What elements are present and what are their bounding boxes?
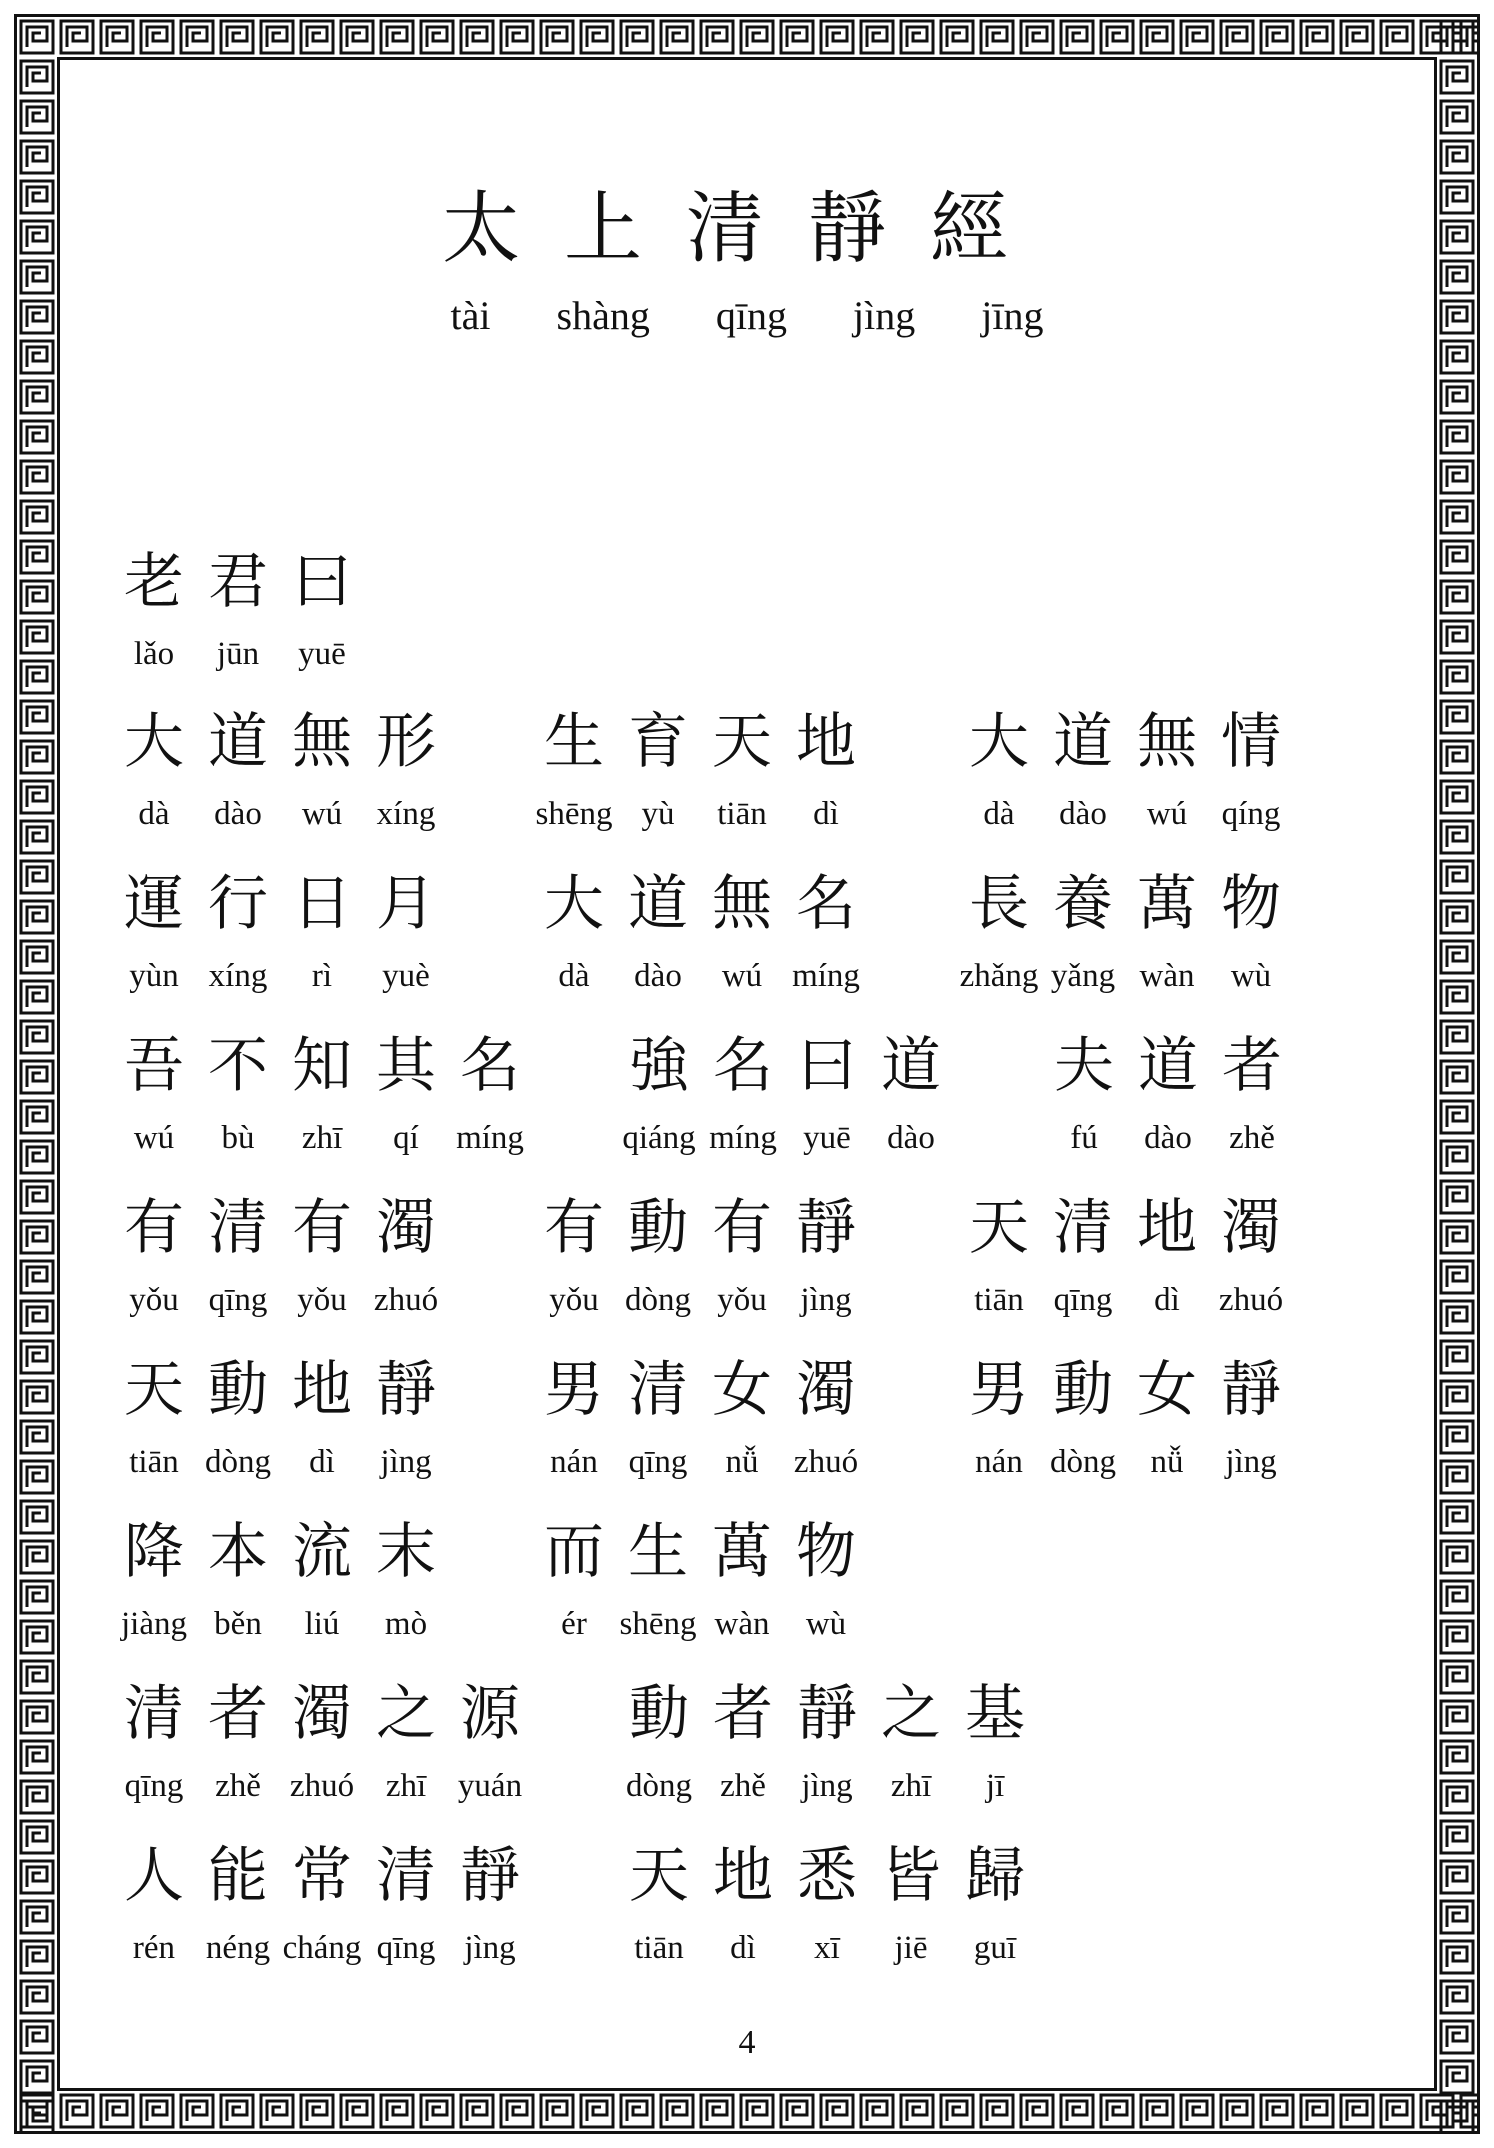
pinyin-syllable: yǒu xyxy=(549,1282,599,1318)
hanzi-character: 清 xyxy=(1053,1193,1113,1263)
pinyin-syllable: jūn xyxy=(216,636,260,672)
hanzi-character: 有 xyxy=(124,1193,184,1263)
pinyin-syllable: jìng xyxy=(801,1768,853,1804)
hanzi-character: 濁 xyxy=(1221,1193,1281,1263)
pinyin-line xyxy=(112,1276,1372,1336)
pinyin-syllable: yǒu xyxy=(129,1282,179,1318)
hanzi-character: 不 xyxy=(208,1031,268,1101)
hanzi-line xyxy=(112,540,1372,630)
pinyin-syllable: dào xyxy=(887,1120,935,1156)
pinyin-syllable: jìng xyxy=(1225,1444,1277,1480)
hanzi-character: 名 xyxy=(796,869,856,939)
hanzi-character: 而 xyxy=(544,1517,604,1587)
hanzi-character: 常 xyxy=(292,1841,352,1911)
pinyin-line xyxy=(112,630,1372,690)
pinyin-syllable: nǚ xyxy=(1150,1444,1184,1480)
pinyin-syllable: shēng xyxy=(619,1606,697,1642)
pinyin-phrase xyxy=(957,1276,1293,1336)
pinyin-syllable: míng xyxy=(709,1120,777,1156)
pinyin-syllable: dà xyxy=(558,958,590,994)
pinyin-syllable: shēng xyxy=(535,796,613,832)
pinyin-phrase xyxy=(532,1600,868,1660)
pinyin-syllable: nǚ xyxy=(725,1444,759,1480)
pinyin-phrase xyxy=(112,1276,448,1336)
pinyin-syllable: nán xyxy=(975,1444,1023,1480)
hanzi-character: 靜 xyxy=(796,1193,856,1263)
hanzi-line xyxy=(112,862,1372,952)
pinyin-syllable: wú xyxy=(133,1120,175,1156)
hanzi-character: 歸 xyxy=(965,1841,1025,1911)
pinyin-line xyxy=(112,1924,1372,1984)
pinyin-syllable: liú xyxy=(304,1606,340,1642)
pinyin-phrase xyxy=(112,630,364,690)
hanzi-character: 靜 xyxy=(376,1355,436,1425)
pinyin-syllable: zhě xyxy=(1229,1120,1275,1156)
hanzi-phrase xyxy=(532,1348,868,1438)
pinyin-syllable: nán xyxy=(550,1444,598,1480)
pinyin-syllable: qīng xyxy=(376,1930,436,1966)
pinyin-line xyxy=(112,952,1372,1012)
pinyin-phrase xyxy=(532,790,868,850)
pinyin-phrase xyxy=(112,1762,532,1822)
hanzi-character: 其 xyxy=(376,1031,436,1101)
hanzi-phrase xyxy=(532,1186,868,1276)
hanzi-character: 天 xyxy=(124,1355,184,1425)
pinyin-syllable: zhuó xyxy=(1218,1282,1284,1318)
hanzi-line xyxy=(112,1672,1372,1762)
hanzi-character: 靜 xyxy=(460,1841,520,1911)
pinyin-syllable: jī xyxy=(985,1768,1005,1804)
pinyin-syllable: jiàng xyxy=(121,1606,187,1642)
pinyin-syllable: mò xyxy=(384,1606,428,1642)
title-pinyin-syllable: jīng xyxy=(981,293,1044,338)
pinyin-phrase xyxy=(112,1438,448,1498)
verse-line xyxy=(112,540,1372,690)
pinyin-syllable: tiān xyxy=(634,1930,684,1966)
scripture-title: 太上清靜經 xyxy=(441,184,1052,274)
pinyin-syllable: yuē xyxy=(298,636,346,672)
pinyin-syllable: zhě xyxy=(215,1768,261,1804)
hanzi-character: 養 xyxy=(1053,869,1113,939)
pinyin-phrase xyxy=(1042,1114,1294,1174)
greek-key-border-bottom xyxy=(17,2091,1477,2131)
pinyin-syllable: yù xyxy=(641,796,675,832)
greek-key-border-top xyxy=(17,17,1477,57)
pinyin-syllable: tiān xyxy=(974,1282,1024,1318)
pinyin-syllable: jìng xyxy=(464,1930,516,1966)
hanzi-character: 靜 xyxy=(797,1679,857,1749)
hanzi-character: 男 xyxy=(544,1355,604,1425)
hanzi-phrase xyxy=(112,1510,448,1600)
pinyin-syllable: dì xyxy=(1154,1282,1180,1318)
title-pinyin-syllable: tài xyxy=(450,293,491,338)
hanzi-phrase xyxy=(617,1672,1037,1762)
hanzi-character: 能 xyxy=(208,1841,268,1911)
hanzi-character: 地 xyxy=(713,1841,773,1911)
hanzi-character: 地 xyxy=(292,1355,352,1425)
hanzi-character: 名 xyxy=(460,1031,520,1101)
hanzi-character: 無 xyxy=(292,707,352,777)
hanzi-character: 曰 xyxy=(292,547,352,617)
hanzi-character: 悉 xyxy=(797,1841,857,1911)
hanzi-character: 日 xyxy=(292,869,352,939)
hanzi-line xyxy=(112,1186,1372,1276)
hanzi-character: 曰 xyxy=(797,1031,857,1101)
pinyin-syllable: yǒu xyxy=(297,1282,347,1318)
hanzi-character: 動 xyxy=(629,1679,689,1749)
pinyin-phrase xyxy=(617,1762,1037,1822)
hanzi-character: 月 xyxy=(376,869,436,939)
pinyin-syllable: yǎng xyxy=(1050,958,1116,994)
hanzi-phrase xyxy=(617,1024,953,1114)
pinyin-syllable: míng xyxy=(792,958,860,994)
hanzi-character: 情 xyxy=(1221,707,1281,777)
pinyin-phrase xyxy=(112,952,448,1012)
hanzi-character: 地 xyxy=(1137,1193,1197,1263)
pinyin-syllable: dòng xyxy=(205,1444,271,1480)
hanzi-character: 大 xyxy=(124,707,184,777)
pinyin-syllable: yuán xyxy=(457,1768,523,1804)
pinyin-syllable: jìng xyxy=(380,1444,432,1480)
verse-line xyxy=(112,1510,1372,1660)
hanzi-character: 有 xyxy=(292,1193,352,1263)
verse-line xyxy=(112,1672,1372,1822)
pinyin-syllable: xíng xyxy=(376,796,436,832)
pinyin-syllable: néng xyxy=(205,1930,271,1966)
hanzi-character: 道 xyxy=(881,1031,941,1101)
hanzi-character: 道 xyxy=(1138,1031,1198,1101)
pinyin-syllable: dòng xyxy=(1050,1444,1116,1480)
hanzi-character: 清 xyxy=(376,1841,436,1911)
hanzi-character: 生 xyxy=(628,1517,688,1587)
pinyin-syllable: qīng xyxy=(1053,1282,1113,1318)
pinyin-syllable: qíng xyxy=(1221,796,1281,832)
hanzi-phrase xyxy=(957,1348,1293,1438)
pinyin-line xyxy=(112,1600,1372,1660)
pinyin-syllable: wàn xyxy=(1139,958,1195,994)
verse-line xyxy=(112,1024,1372,1174)
hanzi-character: 大 xyxy=(969,707,1029,777)
title-pinyin-syllable: jìng xyxy=(852,293,916,338)
hanzi-character: 知 xyxy=(292,1031,352,1101)
hanzi-character: 道 xyxy=(628,869,688,939)
hanzi-character: 萬 xyxy=(712,1517,772,1587)
pinyin-syllable: qí xyxy=(393,1120,419,1156)
hanzi-phrase xyxy=(112,1186,448,1276)
hanzi-character: 男 xyxy=(969,1355,1029,1425)
pinyin-syllable: běn xyxy=(214,1606,262,1642)
pinyin-phrase xyxy=(957,952,1293,1012)
hanzi-line xyxy=(112,1024,1372,1114)
pinyin-syllable: jiē xyxy=(894,1930,928,1966)
hanzi-character: 女 xyxy=(1137,1355,1197,1425)
hanzi-character: 濁 xyxy=(376,1193,436,1263)
hanzi-character: 之 xyxy=(881,1679,941,1749)
pinyin-syllable: zhě xyxy=(720,1768,766,1804)
pinyin-syllable: wàn xyxy=(714,1606,770,1642)
hanzi-character: 無 xyxy=(1137,707,1197,777)
pinyin-syllable: dòng xyxy=(626,1768,692,1804)
pinyin-phrase xyxy=(112,1600,448,1660)
hanzi-character: 皆 xyxy=(881,1841,941,1911)
pinyin-syllable: qīng xyxy=(628,1444,688,1480)
hanzi-phrase xyxy=(112,862,448,952)
hanzi-character: 物 xyxy=(1221,869,1281,939)
hanzi-character: 女 xyxy=(712,1355,772,1425)
pinyin-line xyxy=(112,790,1372,850)
hanzi-phrase xyxy=(112,1348,448,1438)
hanzi-character: 道 xyxy=(1053,707,1113,777)
pinyin-syllable: yuè xyxy=(382,958,430,994)
pinyin-syllable: zhuó xyxy=(373,1282,439,1318)
hanzi-character: 行 xyxy=(208,869,268,939)
title-pinyin-syllable: qīng xyxy=(715,293,787,338)
hanzi-phrase xyxy=(112,540,364,630)
hanzi-character: 有 xyxy=(712,1193,772,1263)
hanzi-character: 天 xyxy=(712,707,772,777)
pinyin-syllable: yùn xyxy=(129,958,179,994)
hanzi-character: 之 xyxy=(376,1679,436,1749)
pinyin-syllable: dào xyxy=(634,958,682,994)
pinyin-syllable: dà xyxy=(983,796,1015,832)
hanzi-phrase xyxy=(957,1186,1293,1276)
pinyin-syllable: xíng xyxy=(208,958,268,994)
hanzi-character: 強 xyxy=(629,1031,689,1101)
pinyin-syllable: qīng xyxy=(208,1282,268,1318)
pinyin-syllable: dà xyxy=(138,796,170,832)
hanzi-character: 大 xyxy=(544,869,604,939)
hanzi-character: 動 xyxy=(628,1193,688,1263)
pinyin-syllable: jìng xyxy=(800,1282,852,1318)
hanzi-character: 濁 xyxy=(292,1679,352,1749)
hanzi-character: 長 xyxy=(969,869,1029,939)
hanzi-phrase xyxy=(532,1510,868,1600)
pinyin-syllable: lǎo xyxy=(133,636,175,672)
verse-line xyxy=(112,1834,1372,1984)
pinyin-phrase xyxy=(532,1438,868,1498)
pinyin-syllable: wú xyxy=(1146,796,1188,832)
hanzi-phrase xyxy=(1042,1024,1294,1114)
pinyin-syllable: zhī xyxy=(385,1768,427,1804)
hanzi-phrase xyxy=(112,1834,532,1924)
hanzi-character: 清 xyxy=(208,1193,268,1263)
hanzi-character: 生 xyxy=(544,707,604,777)
hanzi-character: 夫 xyxy=(1054,1031,1114,1101)
hanzi-phrase xyxy=(112,1672,532,1762)
pinyin-syllable: yuē xyxy=(803,1120,851,1156)
hanzi-phrase xyxy=(532,700,868,790)
hanzi-character: 物 xyxy=(796,1517,856,1587)
pinyin-syllable: bù xyxy=(221,1120,255,1156)
pinyin-phrase xyxy=(532,952,868,1012)
verse-line xyxy=(112,700,1372,850)
hanzi-character: 流 xyxy=(292,1517,352,1587)
pinyin-syllable: míng xyxy=(456,1120,524,1156)
hanzi-character: 靜 xyxy=(1221,1355,1281,1425)
pinyin-phrase xyxy=(617,1924,1037,1984)
hanzi-character: 動 xyxy=(1053,1355,1113,1425)
hanzi-character: 本 xyxy=(208,1517,268,1587)
hanzi-character: 萬 xyxy=(1137,869,1197,939)
hanzi-character: 者 xyxy=(1222,1031,1282,1101)
pinyin-syllable: qiáng xyxy=(622,1120,696,1156)
hanzi-phrase xyxy=(532,862,868,952)
hanzi-character: 吾 xyxy=(124,1031,184,1101)
pinyin-syllable: zhī xyxy=(890,1768,932,1804)
hanzi-character: 末 xyxy=(376,1517,436,1587)
pinyin-syllable: dì xyxy=(813,796,839,832)
pinyin-syllable: zhī xyxy=(301,1120,343,1156)
hanzi-character: 天 xyxy=(969,1193,1029,1263)
verse-line xyxy=(112,1186,1372,1336)
hanzi-character: 地 xyxy=(796,707,856,777)
hanzi-line xyxy=(112,1348,1372,1438)
title-pinyin-syllable: shàng xyxy=(556,293,650,338)
hanzi-phrase xyxy=(957,700,1293,790)
hanzi-character: 降 xyxy=(124,1517,184,1587)
pinyin-line xyxy=(112,1438,1372,1498)
pinyin-syllable: ér xyxy=(561,1606,587,1642)
pinyin-phrase xyxy=(112,1114,532,1174)
hanzi-character: 運 xyxy=(124,869,184,939)
pinyin-syllable: fú xyxy=(1070,1120,1098,1156)
hanzi-phrase xyxy=(617,1834,1037,1924)
pinyin-syllable: dì xyxy=(309,1444,335,1480)
hanzi-character: 者 xyxy=(713,1679,773,1749)
hanzi-character: 形 xyxy=(376,707,436,777)
pinyin-syllable: yǒu xyxy=(717,1282,767,1318)
scripture-title-pinyin xyxy=(0,292,1494,339)
pinyin-syllable: dì xyxy=(730,1930,756,1966)
pinyin-syllable: xī xyxy=(814,1930,840,1966)
hanzi-character: 清 xyxy=(124,1679,184,1749)
hanzi-character: 基 xyxy=(965,1679,1025,1749)
pinyin-syllable: dào xyxy=(1059,796,1107,832)
pinyin-syllable: cháng xyxy=(282,1930,362,1966)
hanzi-line xyxy=(112,1834,1372,1924)
pinyin-phrase xyxy=(957,1438,1293,1498)
pinyin-phrase xyxy=(957,790,1293,850)
hanzi-phrase xyxy=(112,700,448,790)
pinyin-phrase xyxy=(617,1114,953,1174)
hanzi-character: 源 xyxy=(460,1679,520,1749)
hanzi-line xyxy=(112,1510,1372,1600)
hanzi-character: 人 xyxy=(124,1841,184,1911)
hanzi-character: 天 xyxy=(629,1841,689,1911)
pinyin-phrase xyxy=(112,790,448,850)
pinyin-syllable: wù xyxy=(805,1606,847,1642)
hanzi-character: 育 xyxy=(628,707,688,777)
pinyin-line xyxy=(112,1762,1372,1822)
hanzi-character: 者 xyxy=(208,1679,268,1749)
hanzi-character: 動 xyxy=(208,1355,268,1425)
pinyin-phrase xyxy=(112,1924,532,1984)
hanzi-character: 老 xyxy=(124,547,184,617)
pinyin-syllable: guī xyxy=(973,1930,1017,1966)
pinyin-syllable: wù xyxy=(1230,958,1272,994)
hanzi-character: 名 xyxy=(713,1031,773,1101)
pinyin-syllable: wú xyxy=(301,796,343,832)
pinyin-syllable: zhuó xyxy=(793,1444,859,1480)
hanzi-phrase xyxy=(112,1024,532,1114)
hanzi-character: 清 xyxy=(628,1355,688,1425)
verse-line xyxy=(112,1348,1372,1498)
hanzi-character: 無 xyxy=(712,869,772,939)
pinyin-syllable: zhuó xyxy=(289,1768,355,1804)
hanzi-character: 有 xyxy=(544,1193,604,1263)
hanzi-phrase xyxy=(957,862,1293,952)
hanzi-character: 君 xyxy=(208,547,268,617)
pinyin-syllable: qīng xyxy=(124,1768,184,1804)
pinyin-syllable: dào xyxy=(214,796,262,832)
pinyin-syllable: dào xyxy=(1144,1120,1192,1156)
pinyin-syllable: tiān xyxy=(129,1444,179,1480)
page-number: 4 xyxy=(738,2024,756,2061)
verse-line xyxy=(112,862,1372,1012)
pinyin-phrase xyxy=(532,1276,868,1336)
hanzi-character: 道 xyxy=(208,707,268,777)
pinyin-syllable: zhǎng xyxy=(959,958,1039,994)
hanzi-line xyxy=(112,700,1372,790)
pinyin-syllable: wú xyxy=(721,958,763,994)
hanzi-character: 濁 xyxy=(796,1355,856,1425)
pinyin-line xyxy=(112,1114,1372,1174)
pinyin-syllable: tiān xyxy=(717,796,767,832)
pinyin-syllable: rén xyxy=(132,1930,176,1966)
pinyin-syllable: dòng xyxy=(625,1282,691,1318)
pinyin-syllable: rì xyxy=(311,958,333,994)
